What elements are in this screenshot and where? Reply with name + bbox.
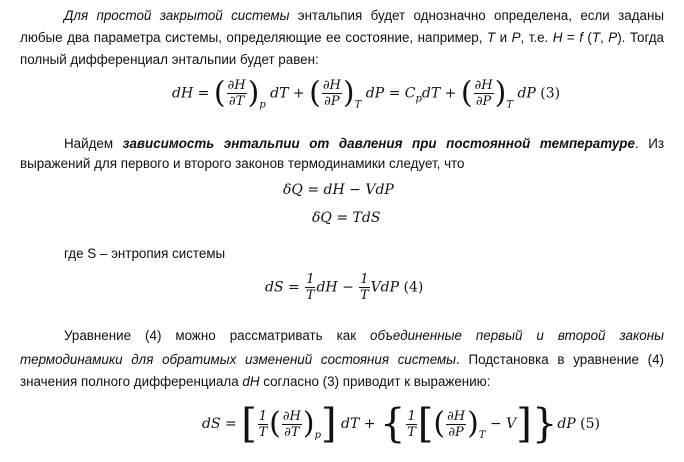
equation-3-number: (3) (540, 85, 561, 102)
equation-5-number: (5) (580, 416, 600, 432)
paragraph-2-line-2: выражений для первого и второго законов термодинамики следует, что (20, 156, 465, 171)
equation-4-number: (4) (403, 279, 424, 296)
paragraph-2-line-1: Найдем зависимость энтальпии от давления при постоянной температуре. Из (64, 136, 664, 151)
equation-3: dH = ( $\frac{\partial H}{\partial T}$ )$_p$ dT + ( $\frac{\partial H}{\partial P}$ )$_T$ dP = $C_pdT$ + ( $\frac{\partial H}{\partial P}$ )$_T$ dP (3) (172, 75, 561, 111)
entropy-definition: где S – энтропия системы (64, 246, 226, 261)
paragraph-3-line-1: Уравнение (4) можно рассматривать как объединенные первый и второй законы (64, 328, 664, 343)
paragraph-3-line-2: термодинамики для обратимых изменений состояния системы. Подстановка в уравнение (4) (20, 352, 664, 367)
paragraph-1-line-2: любые два параметра системы, определяющие ее состояние, например, T и P, т.е. H = f (T, P). Тогда (20, 30, 664, 45)
paragraph-3-line-3: значения полного дифференциала dH согласно (3) приводит к выражению: (20, 374, 491, 389)
paragraph-1-line-3: полный дифференциал энтальпии будет равен: (20, 52, 319, 67)
equation-5: dS = [ $\frac{1}{T}$ ( $\frac{\partial H}{\partial T}$ )$_p$] dT + { $\frac{1}{T}$ [( $\frac{\partial H}{\partial P}$ )$_T - V]\}dP$ (5) (202, 401, 600, 447)
paragraph-1-line-1: Для простой закрытой системы энтальпия будет однозначно определена, если заданы (64, 8, 664, 23)
equation-heat-second-law: δQ = TdS (312, 210, 381, 226)
equation-4: dS = $\frac{1}{T}$ dH − $\frac{1}{T}$ VdP (4) (265, 272, 424, 303)
equation-heat-first-law: δQ = dH − VdP (283, 182, 394, 198)
